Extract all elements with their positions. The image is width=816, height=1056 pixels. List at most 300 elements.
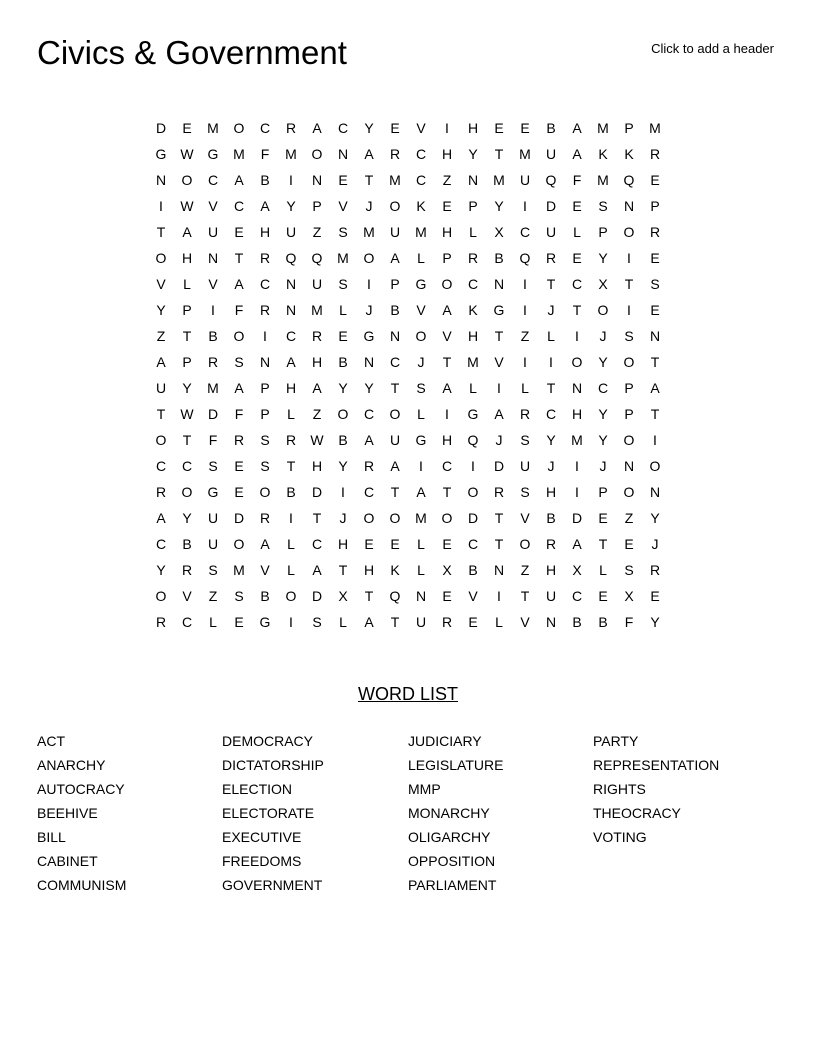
grid-letter: D xyxy=(311,484,323,500)
grid-letter: C xyxy=(415,146,427,162)
grid-letter: B xyxy=(338,432,348,448)
word-list-item: REPRESENTATION xyxy=(593,757,720,773)
grid-letter: U xyxy=(545,224,557,240)
grid-letter: O xyxy=(181,172,193,188)
grid-letter: E xyxy=(650,588,660,604)
grid-letter: R xyxy=(389,146,401,162)
grid-letter: E xyxy=(442,198,452,214)
grid-letter: Y xyxy=(182,510,192,526)
grid-letter: R xyxy=(649,224,661,240)
grid-letter: J xyxy=(339,510,347,526)
grid-letter: R xyxy=(519,406,531,422)
grid-letter: F xyxy=(208,432,218,448)
grid-letter: U xyxy=(207,224,219,240)
grid-letter: C xyxy=(545,406,557,422)
grid-letter: C xyxy=(155,536,167,552)
grid-letter: W xyxy=(310,432,324,448)
grid-letter: E xyxy=(442,588,452,604)
grid-letter: T xyxy=(312,510,322,526)
grid-letter: M xyxy=(207,120,219,136)
grid-letter: Z xyxy=(208,588,218,604)
grid-letter: O xyxy=(597,302,609,318)
grid-letter: L xyxy=(599,562,607,578)
grid-letter: I xyxy=(159,198,163,214)
grid-letter: L xyxy=(417,536,425,552)
grid-letter: I xyxy=(575,484,579,500)
grid-letter: I xyxy=(627,250,631,266)
grid-letter: T xyxy=(364,172,374,188)
grid-letter: O xyxy=(337,406,349,422)
word-list-item: MMP xyxy=(408,781,441,797)
grid-letter: R xyxy=(181,562,193,578)
grid-row xyxy=(148,583,668,609)
grid-letter: I xyxy=(575,458,579,474)
grid-letter: T xyxy=(390,484,400,500)
grid-letter: G xyxy=(493,302,505,318)
grid-letter: H xyxy=(181,250,193,266)
grid-letter: U xyxy=(207,510,219,526)
grid-letter: N xyxy=(285,302,297,318)
grid-letter: Y xyxy=(156,562,166,578)
grid-letter: B xyxy=(260,588,270,604)
grid-letter: M xyxy=(649,120,661,136)
grid-letter: A xyxy=(572,536,582,552)
grid-letter: Y xyxy=(598,432,608,448)
word-list-item: CABINET xyxy=(37,853,98,869)
grid-letter: U xyxy=(545,146,557,162)
grid-letter: H xyxy=(441,146,453,162)
grid-letter: I xyxy=(523,302,527,318)
grid-letter: A xyxy=(156,510,166,526)
grid-letter: T xyxy=(156,406,166,422)
grid-letter: T xyxy=(572,302,582,318)
grid-letter: O xyxy=(467,484,479,500)
grid-row xyxy=(148,141,668,167)
grid-letter: R xyxy=(207,354,219,370)
grid-letter: S xyxy=(260,458,270,474)
word-list-item: OLIGARCHY xyxy=(408,829,491,845)
grid-letter: E xyxy=(390,536,400,552)
grid-letter: E xyxy=(182,120,192,136)
grid-letter: K xyxy=(416,198,426,214)
grid-letter: J xyxy=(365,302,373,318)
grid-letter: O xyxy=(441,276,453,292)
grid-letter: B xyxy=(494,250,504,266)
word-list-item: GOVERNMENT xyxy=(222,877,323,893)
grid-letter: C xyxy=(181,614,193,630)
grid-letter: U xyxy=(155,380,167,396)
grid-letter: Y xyxy=(650,614,660,630)
grid-letter: U xyxy=(207,536,219,552)
grid-letter: B xyxy=(286,484,296,500)
grid-letter: V xyxy=(182,588,192,604)
grid-letter: Z xyxy=(624,510,634,526)
grid-letter: L xyxy=(469,380,477,396)
grid-letter: P xyxy=(624,380,634,396)
word-list-item: DICTATORSHIP xyxy=(222,757,324,773)
grid-letter: C xyxy=(181,458,193,474)
grid-letter: E xyxy=(234,224,244,240)
grid-letter: Y xyxy=(598,354,608,370)
grid-letter: I xyxy=(523,276,527,292)
grid-letter: M xyxy=(493,172,505,188)
grid-letter: G xyxy=(259,614,271,630)
grid-row xyxy=(148,349,668,375)
grid-letter: H xyxy=(285,380,297,396)
grid-letter: E xyxy=(468,614,478,630)
grid-letter: I xyxy=(263,328,267,344)
grid-letter: R xyxy=(155,614,167,630)
grid-letter: H xyxy=(467,328,479,344)
grid-letter: I xyxy=(471,458,475,474)
grid-letter: O xyxy=(155,250,167,266)
grid-letter: J xyxy=(547,302,555,318)
grid-letter: R xyxy=(285,120,297,136)
grid-letter: S xyxy=(338,276,348,292)
grid-letter: H xyxy=(311,458,323,474)
grid-letter: D xyxy=(233,510,245,526)
grid-letter: E xyxy=(390,120,400,136)
grid-letter: B xyxy=(468,562,478,578)
word-list-item: PARTY xyxy=(593,733,639,749)
grid-letter: C xyxy=(415,172,427,188)
grid-letter: Q xyxy=(519,250,531,266)
grid-letter: J xyxy=(365,198,373,214)
grid-letter: J xyxy=(599,328,607,344)
grid-letter: F xyxy=(572,172,582,188)
grid-letter: C xyxy=(155,458,167,474)
grid-letter: P xyxy=(598,484,608,500)
grid-letter: B xyxy=(182,536,192,552)
grid-letter: O xyxy=(155,432,167,448)
grid-row xyxy=(148,375,668,401)
grid-letter: N xyxy=(545,614,557,630)
grid-letter: T xyxy=(338,562,348,578)
grid-letter: I xyxy=(445,406,449,422)
grid-letter: C xyxy=(233,198,245,214)
grid-letter: E xyxy=(234,484,244,500)
grid-letter: P xyxy=(390,276,400,292)
grid-letter: O xyxy=(571,354,583,370)
grid-letter: M xyxy=(389,172,401,188)
word-list-heading: WORD LIST xyxy=(357,684,458,704)
grid-letter: A xyxy=(650,380,660,396)
grid-letter: T xyxy=(364,588,374,604)
grid-letter: V xyxy=(208,276,218,292)
grid-letter: Y xyxy=(338,458,348,474)
word-list-item: VOTING xyxy=(593,829,647,845)
grid-letter: A xyxy=(390,250,400,266)
grid-letter: E xyxy=(234,458,244,474)
grid-letter: R xyxy=(649,146,661,162)
grid-letter: D xyxy=(467,510,479,526)
grid-letter: N xyxy=(207,250,219,266)
word-list-column xyxy=(593,729,778,849)
grid-letter: G xyxy=(363,328,375,344)
grid-letter: A xyxy=(312,562,322,578)
grid-letter: S xyxy=(312,614,322,630)
grid-letter: A xyxy=(260,198,270,214)
grid-letter: I xyxy=(523,198,527,214)
grid-letter: T xyxy=(494,328,504,344)
grid-letter: P xyxy=(624,120,634,136)
grid-letter: O xyxy=(259,484,271,500)
grid-letter: L xyxy=(339,302,347,318)
grid-letter: Y xyxy=(650,510,660,526)
grid-letter: N xyxy=(571,380,583,396)
grid-letter: U xyxy=(519,172,531,188)
grid-letter: R xyxy=(259,302,271,318)
grid-letter: B xyxy=(260,172,270,188)
grid-letter: M xyxy=(467,354,479,370)
grid-letter: M xyxy=(363,224,375,240)
word-list-item: THEOCRACY xyxy=(593,805,681,821)
grid-letter: O xyxy=(285,588,297,604)
grid-letter: L xyxy=(521,380,529,396)
word-list-item: JUDICIARY xyxy=(408,733,482,749)
grid-letter: C xyxy=(519,224,531,240)
grid-letter: U xyxy=(389,224,401,240)
grid-letter: Y xyxy=(598,406,608,422)
grid-letter: A xyxy=(156,354,166,370)
grid-letter: X xyxy=(338,588,348,604)
grid-letter: A xyxy=(416,484,426,500)
grid-letter: T xyxy=(494,536,504,552)
grid-letter: V xyxy=(468,588,478,604)
grid-letter: S xyxy=(598,198,608,214)
grid-row xyxy=(148,505,668,531)
grid-letter: V xyxy=(442,328,452,344)
grid-letter: I xyxy=(549,354,553,370)
grid-letter: A xyxy=(312,120,322,136)
grid-letter: N xyxy=(389,328,401,344)
word-list-column xyxy=(408,729,593,897)
grid-letter: V xyxy=(520,614,530,630)
grid-letter: X xyxy=(598,276,608,292)
grid-letter: S xyxy=(520,432,530,448)
word-list-item: LEGISLATURE xyxy=(408,757,504,773)
grid-letter: V xyxy=(156,276,166,292)
grid-letter: N xyxy=(259,354,271,370)
grid-letter: M xyxy=(571,432,583,448)
grid-letter: T xyxy=(182,328,192,344)
grid-letter: I xyxy=(211,302,215,318)
grid-letter: J xyxy=(599,458,607,474)
grid-letter: A xyxy=(312,380,322,396)
grid-letter: Y xyxy=(338,380,348,396)
grid-letter: E xyxy=(598,588,608,604)
grid-letter: O xyxy=(233,120,245,136)
grid-letter: M xyxy=(311,302,323,318)
grid-letter: M xyxy=(415,224,427,240)
grid-letter: T xyxy=(650,354,660,370)
grid-letter: H xyxy=(311,354,323,370)
grid-letter: T xyxy=(156,224,166,240)
grid-letter: S xyxy=(234,354,244,370)
grid-letter: O xyxy=(649,458,661,474)
grid-letter: L xyxy=(417,250,425,266)
grid-letter: L xyxy=(417,562,425,578)
grid-letter: U xyxy=(389,432,401,448)
grid-letter: O xyxy=(311,146,323,162)
grid-letter: L xyxy=(183,276,191,292)
word-list-item: ELECTION xyxy=(222,781,293,797)
grid-letter: L xyxy=(495,614,503,630)
grid-letter: R xyxy=(233,432,245,448)
grid-letter: E xyxy=(520,120,530,136)
grid-letter: U xyxy=(545,588,557,604)
grid-letter: R xyxy=(363,458,375,474)
grid-letter: C xyxy=(389,354,401,370)
grid-letter: O xyxy=(441,510,453,526)
word-list-item: BEEHIVE xyxy=(37,805,98,821)
grid-letter: O xyxy=(623,224,635,240)
grid-letter: N xyxy=(623,458,635,474)
grid-row xyxy=(148,609,668,635)
grid-letter: T xyxy=(650,406,660,422)
grid-letter: E xyxy=(598,510,608,526)
grid-letter: B xyxy=(546,510,556,526)
grid-letter: A xyxy=(234,172,244,188)
grid-letter: V xyxy=(208,198,218,214)
grid-letter: I xyxy=(523,354,527,370)
grid-letter: L xyxy=(287,406,295,422)
grid-letter: J xyxy=(495,432,503,448)
grid-letter: Y xyxy=(286,198,296,214)
grid-letter: D xyxy=(493,458,505,474)
grid-letter: Z xyxy=(156,328,166,344)
grid-letter: Q xyxy=(285,250,297,266)
grid-letter: D xyxy=(571,510,583,526)
word-list-item: DEMOCRACY xyxy=(222,733,314,749)
grid-letter: A xyxy=(442,380,452,396)
grid-letter: N xyxy=(493,562,505,578)
grid-letter: N xyxy=(467,172,479,188)
grid-letter: E xyxy=(572,198,582,214)
grid-letter: Y xyxy=(156,302,166,318)
grid-letter: P xyxy=(468,198,478,214)
grid-letter: S xyxy=(260,432,270,448)
word-list-item: PARLIAMENT xyxy=(408,877,497,893)
grid-letter: Q xyxy=(545,172,557,188)
grid-letter: A xyxy=(182,224,192,240)
grid-row xyxy=(148,557,668,583)
grid-letter: J xyxy=(547,458,555,474)
grid-letter: P xyxy=(598,224,608,240)
grid-letter: G xyxy=(415,276,427,292)
grid-row xyxy=(148,245,668,271)
page-title: Civics & Government xyxy=(37,34,347,71)
grid-letter: C xyxy=(207,172,219,188)
grid-letter: T xyxy=(182,432,192,448)
grid-letter: R xyxy=(493,484,505,500)
grid-letter: C xyxy=(285,328,297,344)
grid-letter: R xyxy=(545,536,557,552)
grid-letter: H xyxy=(545,484,557,500)
grid-letter: I xyxy=(289,510,293,526)
grid-letter: N xyxy=(363,354,375,370)
grid-row xyxy=(148,479,668,505)
grid-letter: C xyxy=(467,536,479,552)
grid-letter: E xyxy=(624,536,634,552)
grid-letter: X xyxy=(494,224,504,240)
grid-letter: T xyxy=(442,484,452,500)
grid-letter: R xyxy=(259,510,271,526)
grid-letter: R xyxy=(311,328,323,344)
grid-letter: P xyxy=(260,380,270,396)
grid-letter: U xyxy=(519,458,531,474)
grid-letter: A xyxy=(260,536,270,552)
grid-letter: C xyxy=(259,120,271,136)
grid-letter: S xyxy=(520,484,530,500)
grid-letter: I xyxy=(289,172,293,188)
grid-letter: M xyxy=(597,172,609,188)
grid-letter: L xyxy=(287,536,295,552)
word-list-item: RIGHTS xyxy=(593,781,646,797)
grid-letter: O xyxy=(363,250,375,266)
grid-letter: L xyxy=(573,224,581,240)
grid-letter: C xyxy=(571,276,583,292)
grid-letter: O xyxy=(519,536,531,552)
grid-letter: M xyxy=(285,146,297,162)
grid-letter: N xyxy=(415,588,427,604)
add-header-placeholder[interactable]: Click to add a header xyxy=(651,41,774,56)
grid-letter: T xyxy=(286,458,296,474)
word-list-item: BILL xyxy=(37,829,66,845)
grid-row xyxy=(148,453,668,479)
grid-letter: R xyxy=(441,614,453,630)
grid-letter: N xyxy=(649,484,661,500)
grid-letter: N xyxy=(649,328,661,344)
grid-letter: R xyxy=(545,250,557,266)
grid-letter: T xyxy=(624,276,634,292)
grid-letter: X xyxy=(624,588,634,604)
grid-letter: C xyxy=(337,120,349,136)
grid-letter: J xyxy=(417,354,425,370)
grid-letter: M xyxy=(415,510,427,526)
grid-letter: I xyxy=(419,458,423,474)
grid-letter: O xyxy=(389,406,401,422)
grid-letter: Z xyxy=(520,562,530,578)
grid-letter: F xyxy=(624,614,634,630)
grid-letter: K xyxy=(598,146,608,162)
grid-letter: I xyxy=(445,120,449,136)
grid-letter: Z xyxy=(312,406,322,422)
grid-row xyxy=(148,531,668,557)
grid-letter: A xyxy=(390,458,400,474)
grid-letter: K xyxy=(390,562,400,578)
grid-letter: G xyxy=(207,484,219,500)
grid-letter: Q xyxy=(623,172,635,188)
grid-letter: T xyxy=(520,588,530,604)
grid-letter: C xyxy=(571,588,583,604)
grid-letter: F xyxy=(234,406,244,422)
grid-letter: O xyxy=(155,588,167,604)
grid-row xyxy=(148,167,668,193)
grid-letter: D xyxy=(207,406,219,422)
grid-letter: E xyxy=(650,172,660,188)
word-list-column xyxy=(222,729,407,897)
grid-letter: J xyxy=(651,536,659,552)
grid-letter: O xyxy=(415,328,427,344)
grid-letter: N xyxy=(311,172,323,188)
grid-letter: F xyxy=(260,146,270,162)
grid-letter: P xyxy=(624,406,634,422)
grid-letter: E xyxy=(234,614,244,630)
grid-letter: A xyxy=(572,120,582,136)
grid-letter: L xyxy=(287,562,295,578)
grid-letter: B xyxy=(598,614,608,630)
